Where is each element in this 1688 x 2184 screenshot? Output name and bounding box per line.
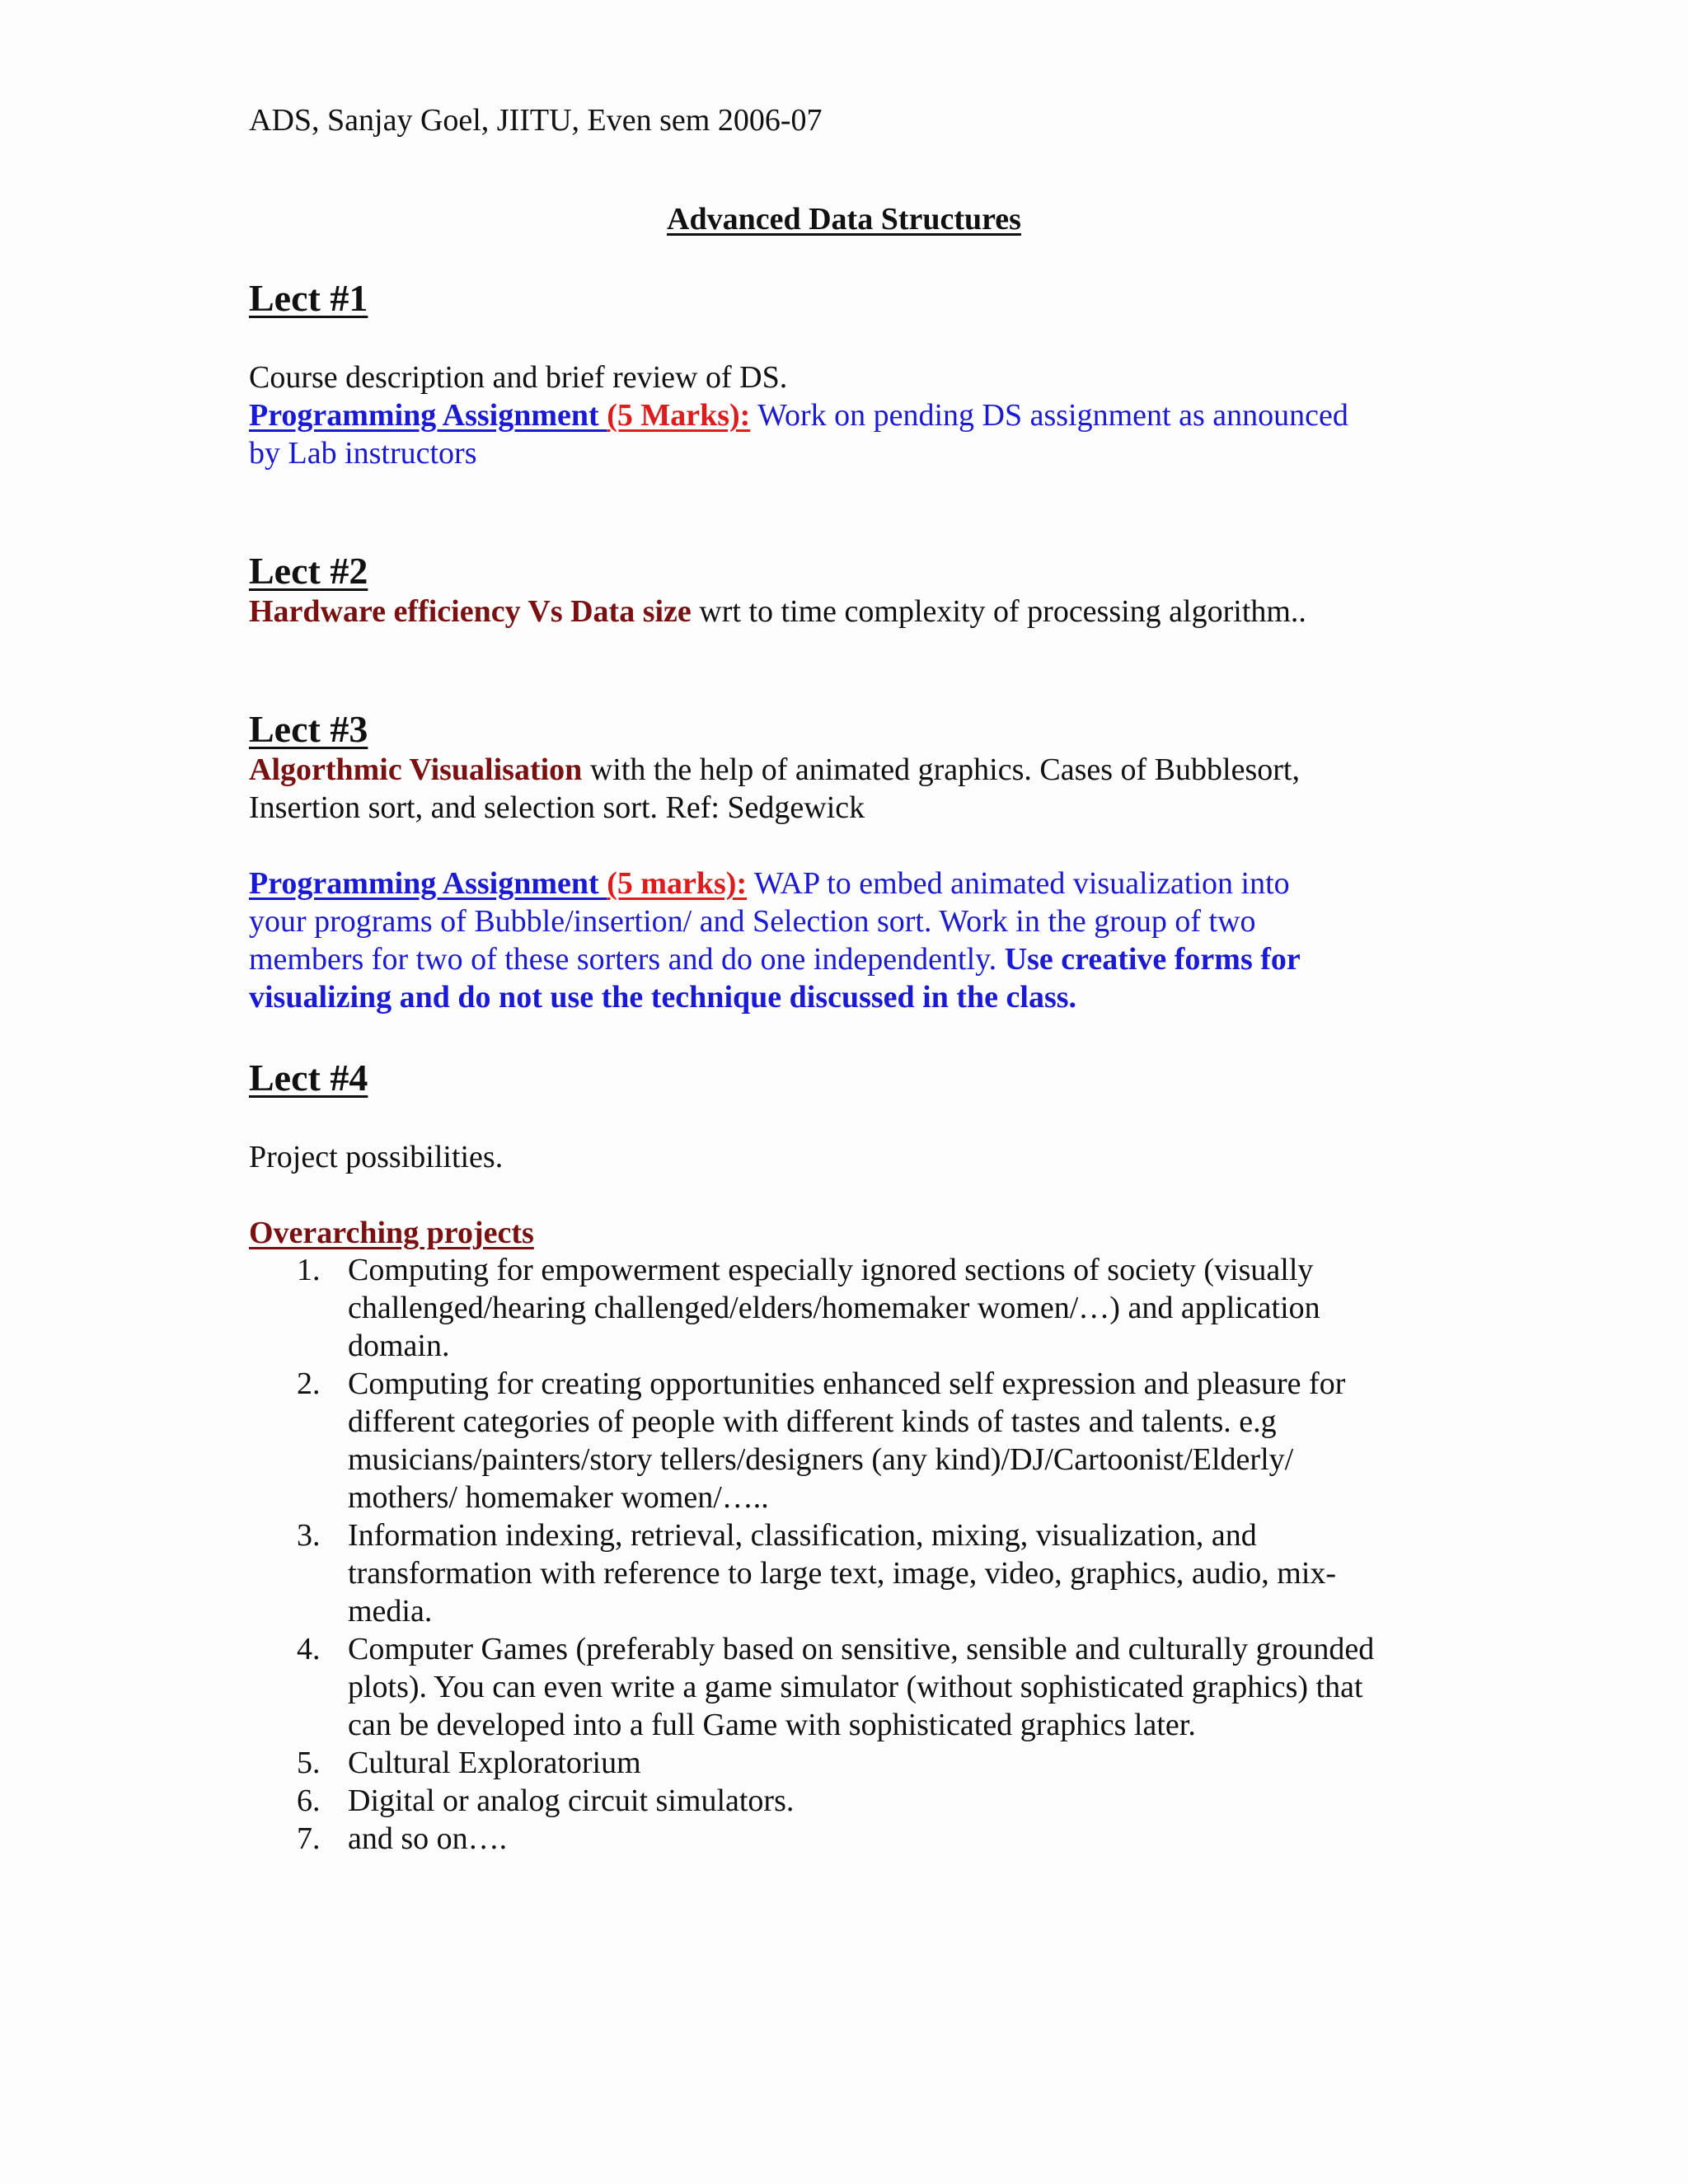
list-item — [297, 1365, 1374, 1516]
lect2-topic: Hardware efficiency Vs Data size — [249, 594, 692, 629]
list-item-number: 6. — [297, 1783, 321, 1818]
list-item-text: Computing for creating opportunities enhanced self expression and pleasure for different categories of people with different kinds of tastes and talents. e.g musicians/painters/story tellers/designers (any kind)/DJ/Cartoonist/Elderly/ mothers/ homemaker women/….. — [348, 1366, 1346, 1515]
lect1-assignment-line2: by Lab instructors — [249, 436, 477, 471]
list-item — [297, 1516, 1374, 1630]
list-item — [297, 1251, 1374, 1365]
lect3-assignment-text-line1: WAP to embed animated visualization into — [747, 866, 1290, 901]
list-item-text: and so on…. — [348, 1821, 508, 1856]
lect1-heading: Lect #1 — [249, 277, 368, 319]
lect2-text: wrt to time complexity of processing algorithm.. — [691, 594, 1306, 629]
list-item-text: Computer Games (preferably based on sensitive, sensible and culturally grounded plots). You can even write a game simulator (without sophisticated graphics) that can be developed into a full Game with sophisticated graphics later. — [348, 1632, 1375, 1742]
lect3-topic: Algorthmic Visualisation — [249, 752, 583, 787]
lect1-assignment-line1 — [249, 396, 1348, 434]
projects-list — [297, 1251, 1374, 1858]
document-header: ADS, Sanjay Goel, JIITU, Even sem 2006-07 — [249, 103, 823, 138]
lect4-intro: Project possibilities. — [249, 1140, 504, 1174]
lect1-description: Course description and brief review of DS. — [249, 360, 788, 395]
lect4-heading: Lect #4 — [249, 1057, 368, 1099]
lect3-assignment-line4: visualizing and do not use the technique discussed in the class. — [249, 980, 1077, 1015]
list-item-text: Information indexing, retrieval, classification, mixing, visualization, and transformation with reference to large text, image, video, graphics, audio, mix- media. — [348, 1518, 1337, 1629]
list-item-number: 3. — [297, 1518, 321, 1553]
lect3-text-line1: with the help of animated graphics. Cases of Bubblesort, — [582, 752, 1300, 787]
lect3-assignment-line1 — [249, 865, 1290, 902]
document-title-text: Advanced Data Structures — [667, 202, 1021, 237]
lect3-line2: Insertion sort, and selection sort. Ref: Sedgewick — [249, 790, 865, 825]
lect3-assignment-marks: (5 marks): — [607, 866, 748, 901]
lect3-heading: Lect #3 — [249, 708, 368, 750]
lect3-assignment-line2: your programs of Bubble/insertion/ and Selection sort. Work in the group of two — [249, 904, 1256, 939]
list-item-number: 1. — [297, 1253, 321, 1287]
lect1-assignment-marks: (5 Marks): — [607, 398, 751, 433]
lect1-assignment-text: Work on pending DS assignment as announced — [750, 398, 1348, 433]
list-item-text: Digital or analog circuit simulators. — [348, 1783, 795, 1818]
lect3-assignment-label: Programming Assignment — [249, 866, 607, 901]
list-item-number: 2. — [297, 1366, 321, 1401]
list-item-number: 7. — [297, 1821, 321, 1856]
document-title — [0, 200, 1688, 238]
list-item — [297, 1782, 1374, 1820]
lect1-assignment-label: Programming Assignment — [249, 398, 607, 433]
lect3-assignment-text-line3: members for two of these sorters and do one independently. — [249, 942, 1005, 977]
list-item — [297, 1820, 1374, 1858]
lect2-heading: Lect #2 — [249, 550, 368, 592]
projects-heading: Overarching projects — [249, 1216, 534, 1250]
list-item-text: Computing for empowerment especially ignored sections of society (visually challenged/hearing challenged/elders/homemaker women/…) and application domain. — [348, 1253, 1320, 1363]
list-item — [297, 1744, 1374, 1782]
lect2-line — [249, 593, 1306, 630]
list-item — [297, 1630, 1374, 1744]
list-item-text: Cultural Exploratorium — [348, 1746, 641, 1780]
list-item-number: 5. — [297, 1746, 321, 1780]
lect3-line1 — [249, 751, 1300, 789]
lect3-assignment-line3 — [249, 940, 1301, 978]
list-item-number: 4. — [297, 1632, 321, 1666]
lect3-assignment-bold-line3: Use creative forms for — [1004, 942, 1301, 977]
